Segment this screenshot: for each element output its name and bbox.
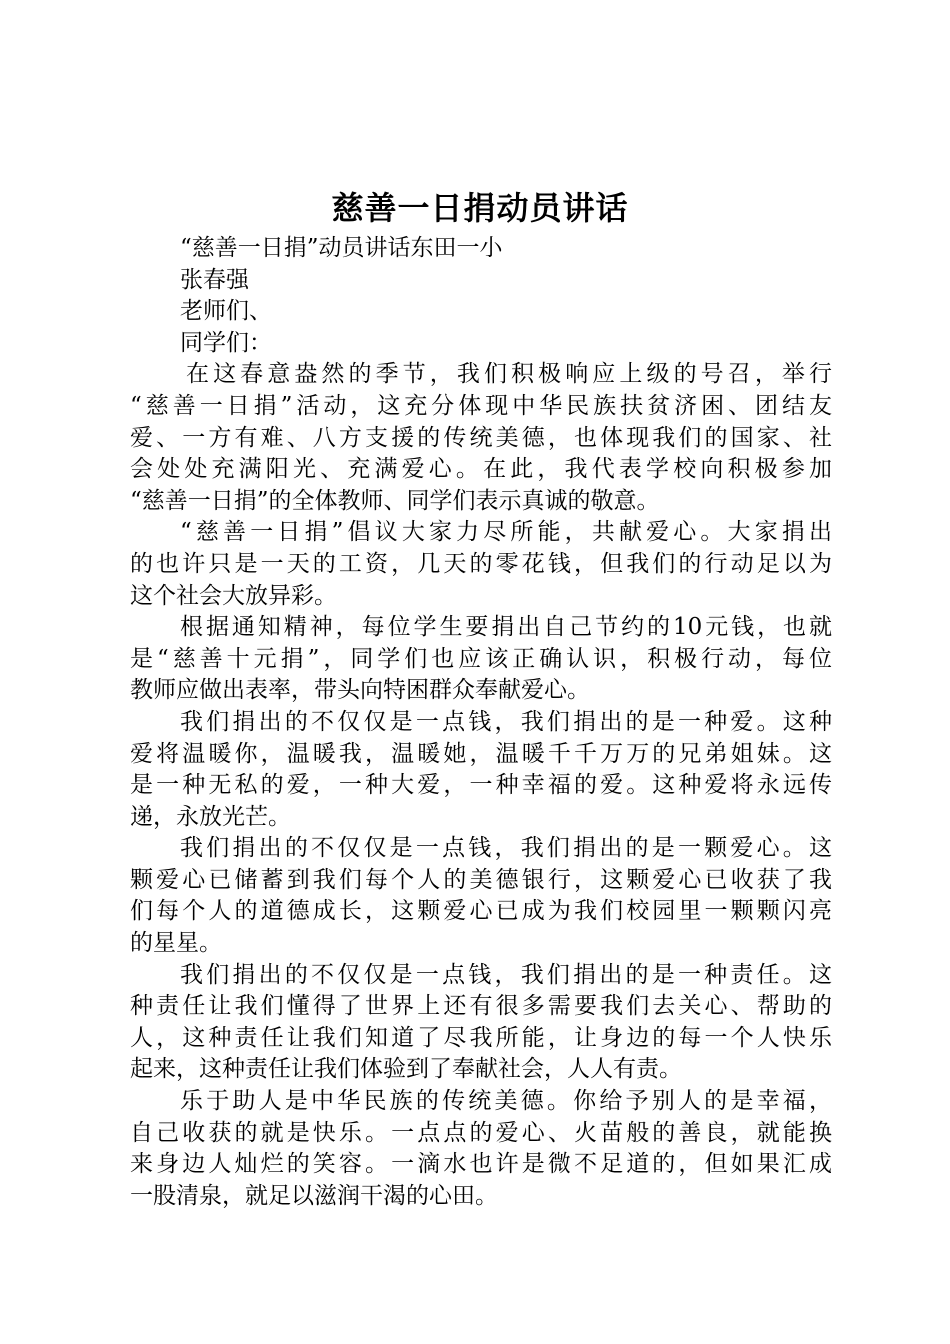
document-body <box>130 233 832 1212</box>
paragraph-line: 人，这种责任让我们知道了尽我所能，让身边的每一个人快乐 <box>130 1024 832 1051</box>
paragraph-line: 我们捐出的不仅仅是一点钱，我们捐出的是一颗爱心。这 <box>180 835 832 862</box>
author-line: 张春强 <box>180 266 249 293</box>
document-title: 慈善一日捐动员讲话 <box>331 189 629 227</box>
paragraph-line: 一股清泉，就足以滋润干渴的心田。 <box>130 1182 498 1209</box>
paragraph-line: 我们捐出的不仅仅是一点钱，我们捐出的是一种责任。这 <box>180 961 832 988</box>
paragraph-line: 在这春意盎然的季节，我们积极响应上级的号召，举行 <box>186 361 832 388</box>
paragraph-line: 的也许只是一天的工资，几天的零花钱，但我们的行动足以为 <box>130 550 832 577</box>
salutation-students: 同学们： <box>180 329 272 356</box>
subtitle-line: “慈善一日捐”动员讲话东田一小 <box>180 235 503 261</box>
paragraph-line: 爱将温暖你，温暖我，温暖她，温暖千千万万的兄弟姐妹。这 <box>130 740 832 767</box>
paragraph-line: 自己收获的就是快乐。一点点的爱心、火苗般的善良，就能换 <box>130 1119 832 1146</box>
paragraph-line: 我们捐出的不仅仅是一点钱，我们捐出的是一种爱。这种 <box>180 708 832 735</box>
paragraph-line: 爱、一方有难、八方支援的传统美德，也体现我们的国家、社 <box>130 424 832 451</box>
paragraph-line: 的星星。 <box>130 930 222 957</box>
salutation-teachers: 老师们、 <box>180 298 272 325</box>
paragraph-line: 们每个人的道德成长，这颗爱心已成为我们校园里一颗颗闪亮 <box>130 898 832 925</box>
paragraph-line: 是“慈善十元捐”，同学们也应该正确认识，积极行动，每位 <box>130 645 832 672</box>
paragraph-line: 是一种无私的爱，一种大爱，一种幸福的爱。这种爱将永远传 <box>130 772 832 799</box>
paragraph-line: 会处处充满阳光、充满爱心。在此，我代表学校向积极参加 <box>130 456 832 483</box>
paragraph-line: “慈善一日捐”活动，这充分体现中华民族扶贫济困、团结友 <box>130 392 832 419</box>
paragraph-line: “慈善一日捐”倡议大家力尽所能，共献爱心。大家捐出 <box>180 519 832 546</box>
paragraph-line: 根据通知精神，每位学生要捐出自己节约的10元钱，也就 <box>180 614 832 641</box>
paragraph-line: 种责任让我们懂得了世界上还有很多需要我们去关心、帮助的 <box>130 993 832 1020</box>
paragraph-line: 颗爱心已储蓄到我们每个人的美德银行，这颗爱心已收获了我 <box>130 866 832 893</box>
paragraph-line: 这个社会大放异彩。 <box>130 582 337 609</box>
paragraph-line: 起来，这种责任让我们体验到了奉献社会，人人有责。 <box>130 1056 682 1083</box>
paragraph-line: “慈善一日捐”的全体教师、同学们表示真诚的敬意。 <box>130 487 660 514</box>
paragraph-line: 来身边人灿烂的笑容。一滴水也许是微不足道的，但如果汇成 <box>130 1151 832 1178</box>
paragraph-line: 递，永放光芒。 <box>130 803 291 830</box>
paragraph-line: 乐于助人是中华民族的传统美德。你给予别人的是幸福， <box>180 1088 832 1115</box>
paragraph-line: 教师应做出表率，带头向特困群众奉献爱心。 <box>130 677 590 704</box>
